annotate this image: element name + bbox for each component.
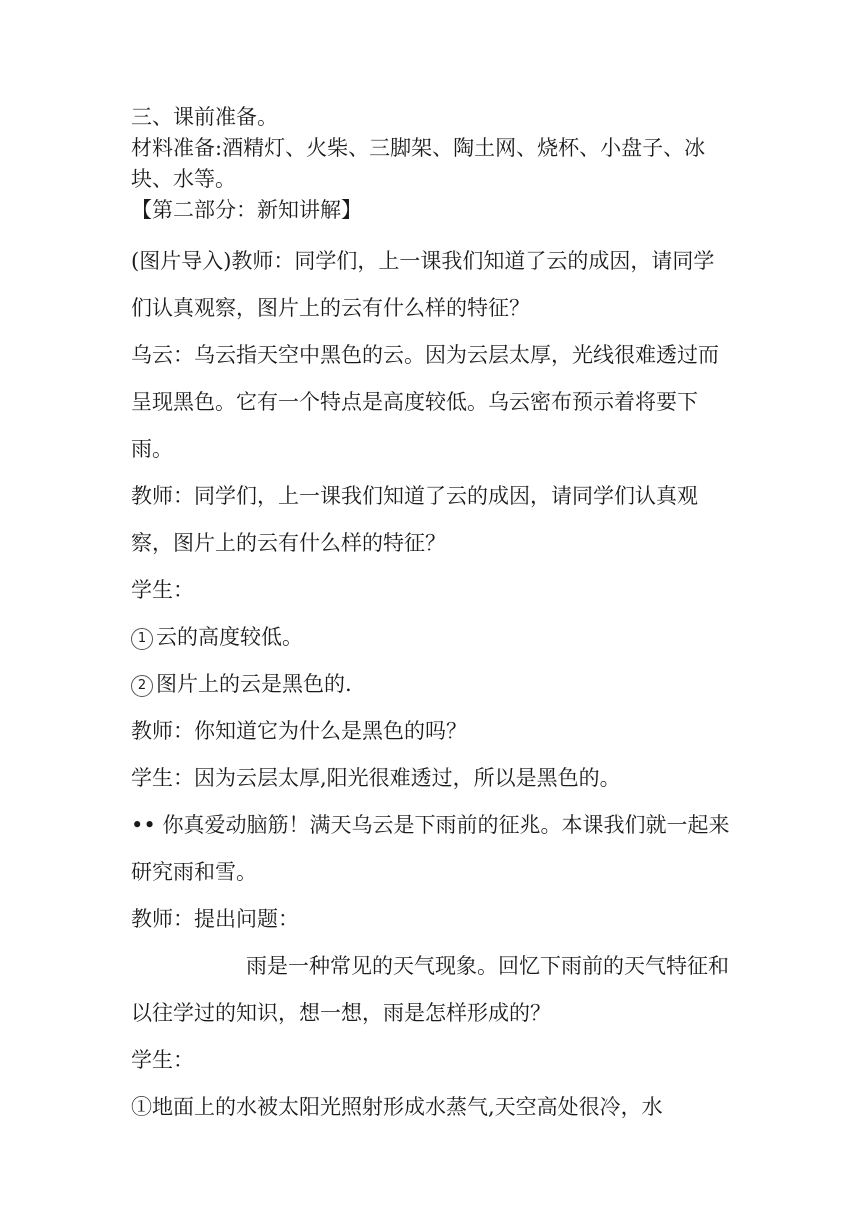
praise-paragraph: •• 你真爱动脑筋！满天乌云是下雨前的征兆。本课我们就一起来研究雨和雪。 [131, 813, 730, 884]
answer-2-text: 图片上的云是黑色的. [156, 672, 352, 696]
dark-cloud-paragraph: 乌云：乌云指天空中黑色的云。因为云层太厚，光线很难透过而呈现黑色。它有一个特点是高度较低。乌云密布预示着将要下雨。 [131, 343, 719, 461]
part-two-heading: 【第二部分：新知讲解】 [131, 198, 362, 222]
answer-1-text: 云的高度较低。 [156, 625, 303, 649]
student-answer-reason: 学生：因为云层太厚,阳光很难透过，所以是黑色的。 [131, 766, 621, 790]
student-label-2: 学生： [131, 1048, 194, 1072]
teacher-question-2: 教师：你知道它为什么是黑色的吗？ [131, 719, 467, 743]
teacher-pose-question: 教师：提出问题： [131, 907, 299, 931]
student-answer-2 [131, 661, 733, 708]
document-body [131, 102, 733, 1131]
circled-number-2: 2 [131, 675, 153, 697]
circled-number-1: 1 [131, 628, 153, 650]
teacher-question-1: 教师：同学们，上一课我们知道了云的成因，请同学们认真观察，图片上的云有什么样的特征？ [131, 484, 698, 555]
section-prep-heading: 三、课前准备。 [131, 105, 278, 129]
rain-answer-1: ①地面上的水被太阳光照射形成水蒸气,天空高处很冷，水 [131, 1095, 663, 1119]
materials-line: 材料准备:酒精灯、火柴、三脚架、陶土网、烧杯、小盘子、冰块、水等。 [131, 136, 706, 191]
student-answer-1 [131, 614, 733, 661]
rain-question-paragraph: 雨是一种常见的天气现象。回忆下雨前的天气特征和以往学过的知识，想一想，雨是怎样形成的？ [131, 954, 729, 1025]
student-label-1: 学生： [131, 578, 194, 602]
intro-paragraph: (图片导入)教师：同学们，上一课我们知道了云的成因，请同学们认真观察，图片上的云有什么样的特征？ [131, 249, 715, 320]
